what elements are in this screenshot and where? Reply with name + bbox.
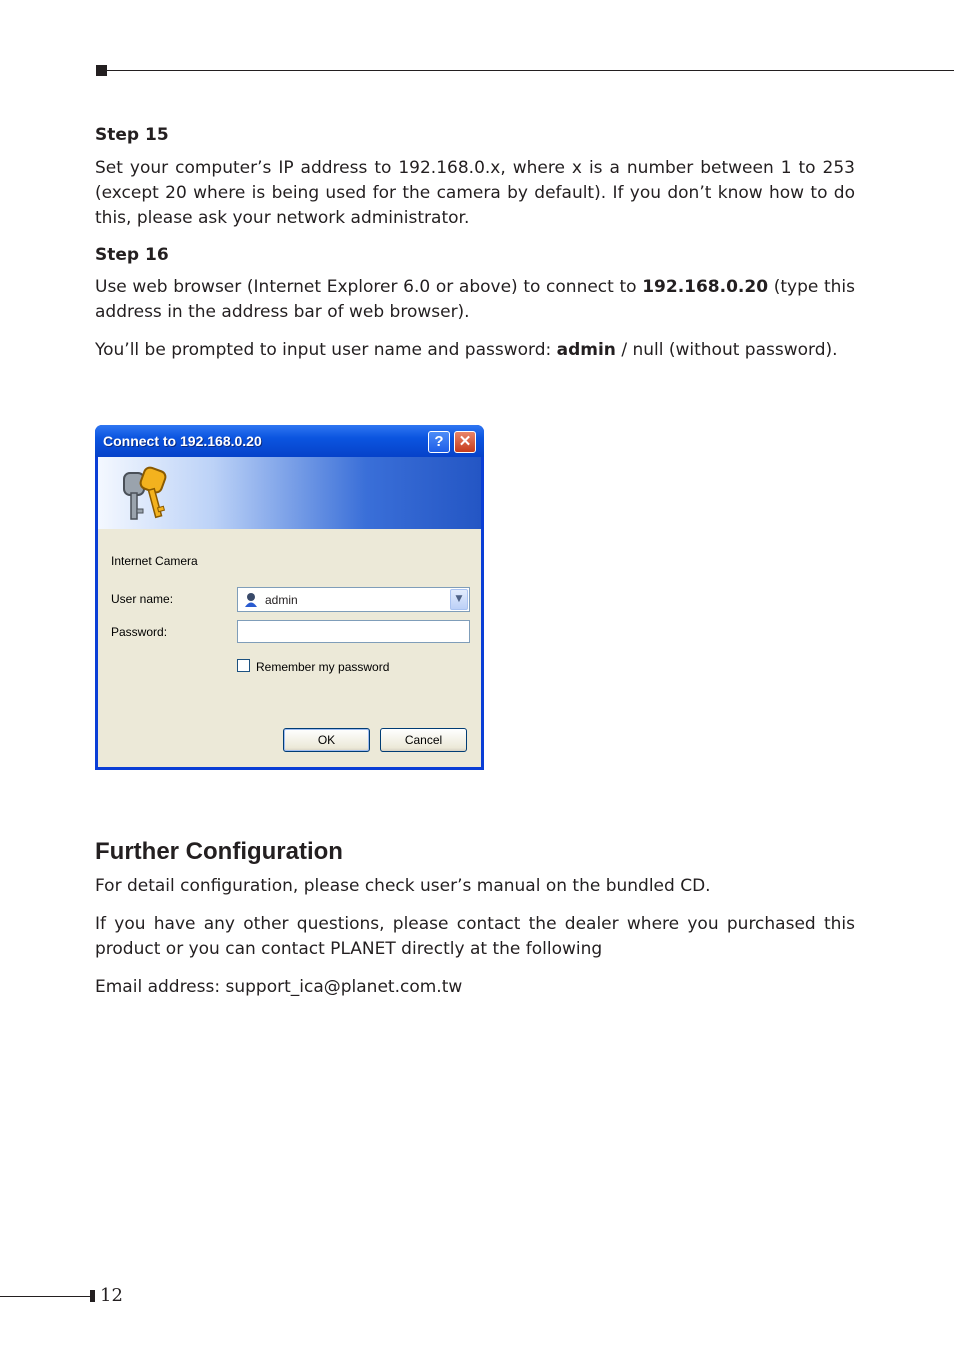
remember-password-label[interactable]: Remember my password xyxy=(256,660,390,674)
footer-rule xyxy=(0,1296,90,1297)
step-15-heading: Step 15 xyxy=(95,125,169,145)
ip-address: 192.168.0.20 xyxy=(642,277,769,297)
keys-icon xyxy=(116,463,176,525)
password-input[interactable] xyxy=(237,620,470,643)
help-button[interactable]: ? xyxy=(428,431,450,453)
dialog-body xyxy=(98,529,481,767)
step-16-text: Use web browser (Internet Explorer 6.0 or above) to connect to 192.168.0.20 (type this address in the address bar of web browser). xyxy=(95,277,855,322)
chevron-down-icon[interactable]: ▼ xyxy=(450,589,468,610)
default-username: admin xyxy=(556,340,616,360)
login-prompt-text: You’ll be prompted to input user name and password: admin / null (without password). xyxy=(95,340,838,360)
step-15-text: Set your computer’s IP address to 192.168.0.x, where x is a number between 1 to 253 (except 20 where is being used for the camera by default). If you don’t know how to do this, please ask your network administrator. xyxy=(95,158,855,228)
dialog-title: Connect to 192.168.0.20 xyxy=(103,433,262,449)
support-email: Email address: support_ica@planet.com.tw xyxy=(95,977,463,997)
contact-text: If you have any other questions, please contact the dealer where you purchased this product or you can contact PLANET directly at the following xyxy=(95,914,855,959)
remember-password-checkbox[interactable] xyxy=(237,659,250,672)
cancel-button[interactable]: Cancel xyxy=(380,728,467,752)
dialog-banner xyxy=(98,457,481,529)
further-config-text: For detail configuration, please check user’s manual on the bundled CD. xyxy=(95,876,711,896)
close-button[interactable]: ✕ xyxy=(454,431,476,453)
username-label: User name: xyxy=(111,592,174,606)
username-value: admin xyxy=(265,593,298,607)
dialog-titlebar[interactable] xyxy=(95,425,484,457)
page-number: 12 xyxy=(100,1285,123,1306)
ok-button[interactable]: OK xyxy=(283,728,370,752)
header-rule xyxy=(107,70,954,71)
header-square xyxy=(96,65,107,76)
step-16-heading: Step 16 xyxy=(95,245,169,265)
username-combobox[interactable] xyxy=(237,587,470,612)
login-dialog xyxy=(95,425,484,770)
password-label: Password: xyxy=(111,625,168,639)
realm-label: Internet Camera xyxy=(111,554,198,568)
user-icon xyxy=(244,592,258,607)
further-configuration-heading: Further Configuration xyxy=(95,838,343,865)
footer-mark xyxy=(90,1290,95,1302)
